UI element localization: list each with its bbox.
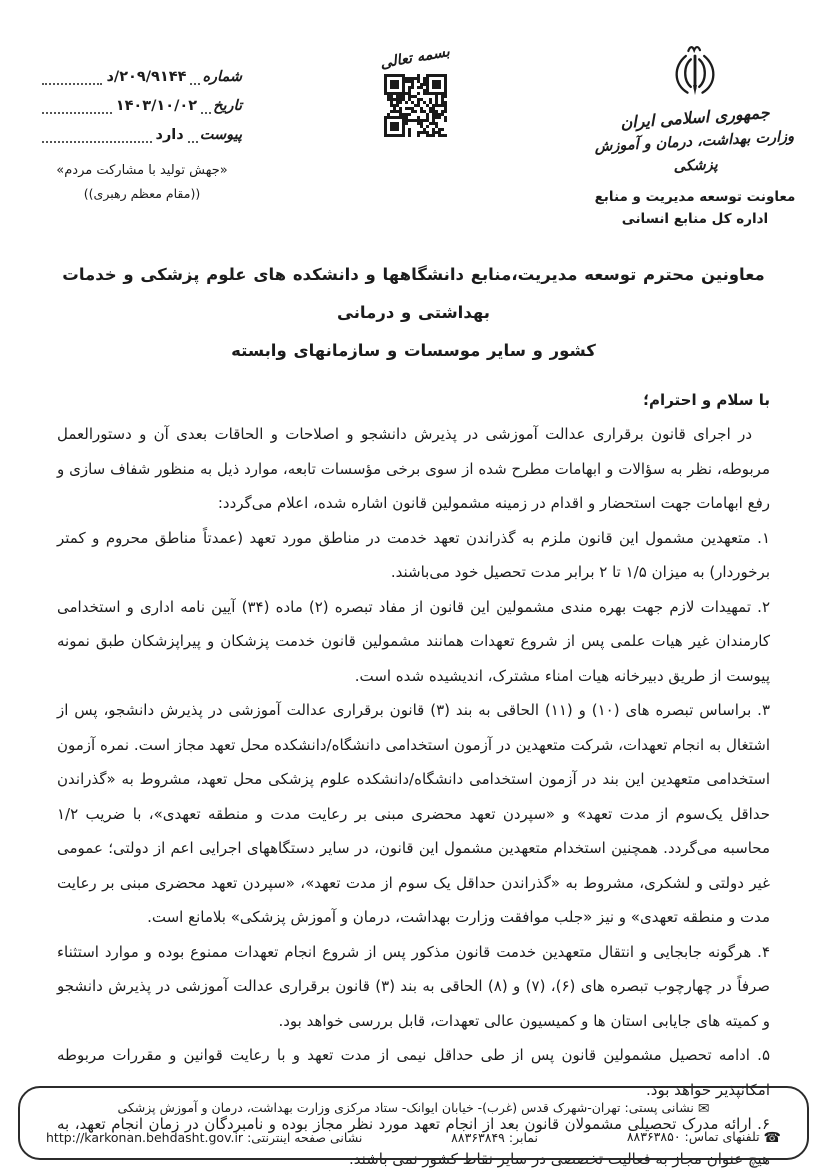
fax-value: ۸۸۳۶۳۸۴۹ [451, 1129, 505, 1145]
item-paragraph-4: ۴. هرگونه جابجایی و انتقال متعهدین خدمت قانون مذکور پس از شروع انجام تعهدات ممنوع بوده و موارد استثناء صرفاً در چهارچوب تبصره های (۶)، (۷) و (۸) الحاقی به بند (۳) قانون برقراری عدالت آموزشی در پذیرش دانشجو و کمیته های جایابی استان ها و کمیسیون عالی تعهدات، قابل بررسی خواهد بود. [57, 942, 771, 1030]
address-value: تهران-شهرک قدس (غرب)- خیابان ایوانک- ستاد مرکزی وزارت بهداشت، درمان و آموزش پزشکی [117, 1100, 621, 1115]
website-url[interactable]: http://karkonan.behdasht.gov.ir [46, 1129, 244, 1145]
recipient-line2: کشور و سایر موسسات و سازمانهای وابسته [231, 341, 596, 360]
dotted-leader [42, 72, 102, 85]
fax-segment [451, 1124, 538, 1152]
item-paragraph-1: ۱. متعهدین مشمول این قانون ملزم به گذراندن تعهد خدمت در مناطق مورد تعهد (عمدتاً مناطق محروم و کمتر برخوردار) به میزان ۱/۵ تا ۲ برابر مدت تحصیل خود می‌باشند. [57, 528, 770, 581]
meta-attachment-row [42, 114, 242, 143]
number-label: شماره [202, 69, 242, 85]
number-value: ۲۰۹/۹۱۴۴/د [106, 69, 187, 85]
phone-value: ۸۸۳۶۳۸۵۰ [626, 1129, 681, 1144]
letter-body [57, 256, 770, 1170]
letterhead-meta-block [42, 56, 242, 205]
website-label: نشانی صفحه اینترنتی: [247, 1129, 363, 1145]
qr-code [384, 74, 447, 137]
year-slogan: «جهش تولید با مشارکت مردم» [56, 163, 228, 178]
recipient-title [57, 256, 770, 370]
org-office: اداره کل منابع انسانی [621, 211, 769, 227]
item-paragraph-3: ۳. براساس تبصره های (۱۰) و (۱۱) الحاقی به بند (۳) قانون برقراری عدالت آموزشی در پذیرش دانشجو، پس از اشتغال به انجام تعهدات، شرکت متعهدین در آزمون استخدامی دانشگاه/دانشکده محل تعهد مجاز است. نمره آزمون استخدامی متعهدین این بند در آزمون استخدامی دانشگاه/دانشکده علوم پزشکی محل تعهد، مشروط به «گذراندن حداقل یک‌سوم از مدت تعهد» و «سپردن تعهد محضری مبنی بر رعایت مدت و منطقه تعهدی»، با ضریب ۱/۲ محاسبه می‌گردد. همچنین استخدام متعهدین مشمول این قانون، در سایر دستگاههای اجرایی اعم از دولتی؛ عمومی غیر دولتی و لشکری، مشروط به «گذراندن حداقل یک سوم از مدت تعهد»، «سپردن تعهد محضری مبنی بر رعایت مدت و منطقه تعهدی» و نیز «جلب موافقت وزارت بهداشت، درمان و آموزش پزشکی» بلامانع است. [57, 701, 771, 926]
meta-number-row [42, 56, 242, 85]
dotted-leader [188, 130, 198, 143]
org-ministry: وزارت بهداشت، درمان و آموزش پزشکی [594, 128, 795, 176]
phone-segment [627, 1123, 781, 1152]
address-label: نشانی پستی: [624, 1100, 694, 1115]
item-paragraph-6: ۶. ارائه مدرک تحصیلی مشمولان قانون بعد از انجام تعهد مورد نظر مجاز بوده و نامبردگان در زمان انجام تعهد، به هیچ عنوان مجاز به فعالیت تخصصی در سایر نقاط کشور نمی باشند. [57, 1115, 770, 1168]
letterhead-center-block [378, 44, 452, 137]
attachment-label: پیوست [199, 127, 242, 143]
recipient-line1: معاونین محترم توسعه مدیریت،منابع دانشگاهها و دانشکده های علوم پزشکی و خدمات بهداشتی و درمانی [62, 265, 765, 322]
footer-contacts-line [46, 1123, 781, 1152]
phone-icon: ☎ [763, 1130, 781, 1146]
item-paragraph-5: ۵. ادامه تحصیل مشمولین قانون پس از طی حداقل نیمی از مدت تعهد و با رعایت قوانین و مقررات مربوطه امکانپذیر خواهد بود. [57, 1046, 770, 1099]
postal-address-line [46, 1096, 781, 1121]
iran-emblem-icon [670, 42, 720, 104]
item-paragraph-2: ۲. تمهیدات لازم جهت بهره مندی مشمولین این قانون از مفاد تبصره (۲) ماده (۳۴) آیین نامه اداری و استخدامی کارمندان غیر هیات علمی پس از شروع تعهدات همانند مشمولین قانون خدمت پزشکان و پیراپزشکان طبق نمونه پیوست از طریق دبیرخانه هیات امناء مشترک، اندیشیده شده است. [57, 597, 770, 685]
letterhead-org-block [585, 42, 805, 230]
fax-label: نمابر: [508, 1129, 538, 1145]
phone-label: تلفنهای تماس: [684, 1129, 760, 1144]
dotted-leader [201, 101, 211, 114]
besmellah-text: بسمه تعالی [379, 44, 451, 72]
website-segment [46, 1124, 362, 1152]
slogan-attribution: ((مقام معظم رهبری)) [83, 186, 201, 201]
footer-contact-box [18, 1086, 809, 1160]
date-label: تاریخ [213, 98, 242, 114]
dotted-leader [42, 101, 112, 114]
date-value: ۱۴۰۳/۱۰/۰۲ [115, 98, 198, 114]
salutation: با سلام و احترام؛ [643, 391, 770, 409]
attachment-value: دارد [155, 127, 184, 143]
intro-paragraph: در اجرای قانون برقراری عدالت آموزشی در پذیرش دانشجو و اصلاحات و الحاقات بعدی آن و دستورالعمل مربوطه، نظر به سؤالات و ابهامات مطرح شده از سوی برخی مؤسسات تابعه، موارد ذیل به منظور شفاف سازی و رفع ابهامات جهت استحضار و اقدام در زمینه مشمولین قانون اشاره شده، اعلام می‌گردد: [57, 425, 770, 512]
year-slogan-block [42, 159, 242, 205]
dotted-leader [190, 72, 200, 85]
meta-date-row [42, 85, 242, 114]
mail-icon: ✉ [697, 1101, 710, 1117]
org-deputy: معاونت توسعه مدیریت و منابع [594, 189, 796, 205]
dotted-leader [42, 130, 152, 143]
org-country: جمهوری اسلامی ایران [619, 102, 771, 133]
